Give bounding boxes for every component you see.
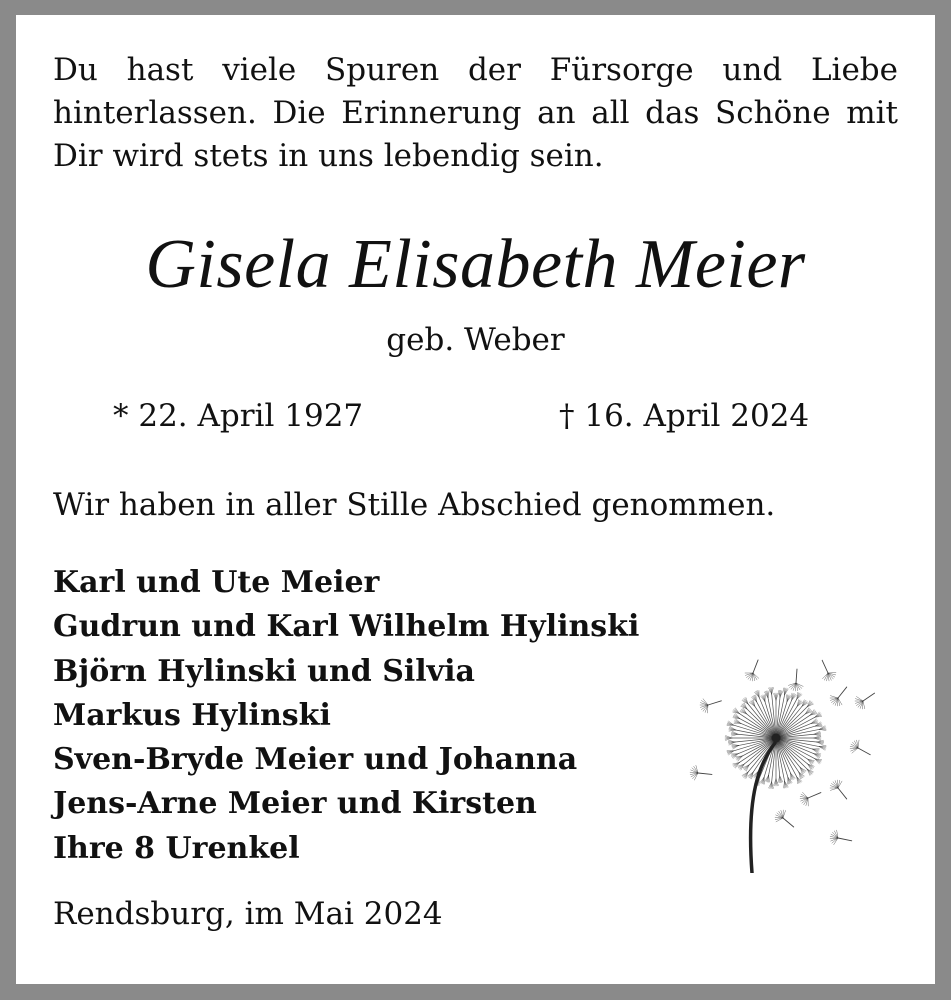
obituary-notice xyxy=(16,15,935,984)
death-date: † 16. April 2024 xyxy=(559,398,810,434)
maiden-name: geb. Weber xyxy=(386,322,565,358)
place-date: Rendsburg, im Mai 2024 xyxy=(53,896,443,932)
farewell-text: Wir haben in aller Stille Abschied genommen. xyxy=(53,487,776,523)
deceased-name: Gisela Elisabeth Meier xyxy=(145,226,806,303)
birth-date: * 22. April 1927 xyxy=(113,398,364,434)
mourner-name: Gudrun und Karl Wilhelm Hylinski xyxy=(53,609,640,645)
intro-text: Du hast viele Spuren der Fürsorge und Liebe hinterlassen. Die Erinnerung an all das Schöne mit Dir wird stets in uns lebendig sein. xyxy=(53,52,898,174)
mourner-name: Björn Hylinski und Silvia xyxy=(53,653,475,689)
mourner-name: Ihre 8 Urenkel xyxy=(53,830,300,866)
mourner-name: Markus Hylinski xyxy=(53,697,331,733)
mourners-list xyxy=(53,561,639,871)
mourner-name: Karl und Ute Meier xyxy=(53,565,380,600)
mourner-name: Sven-Bryde Meier und Johanna xyxy=(53,742,578,778)
mourner-name: Jens-Arne Meier und Kirsten xyxy=(53,786,537,822)
dandelion-icon xyxy=(678,643,878,873)
